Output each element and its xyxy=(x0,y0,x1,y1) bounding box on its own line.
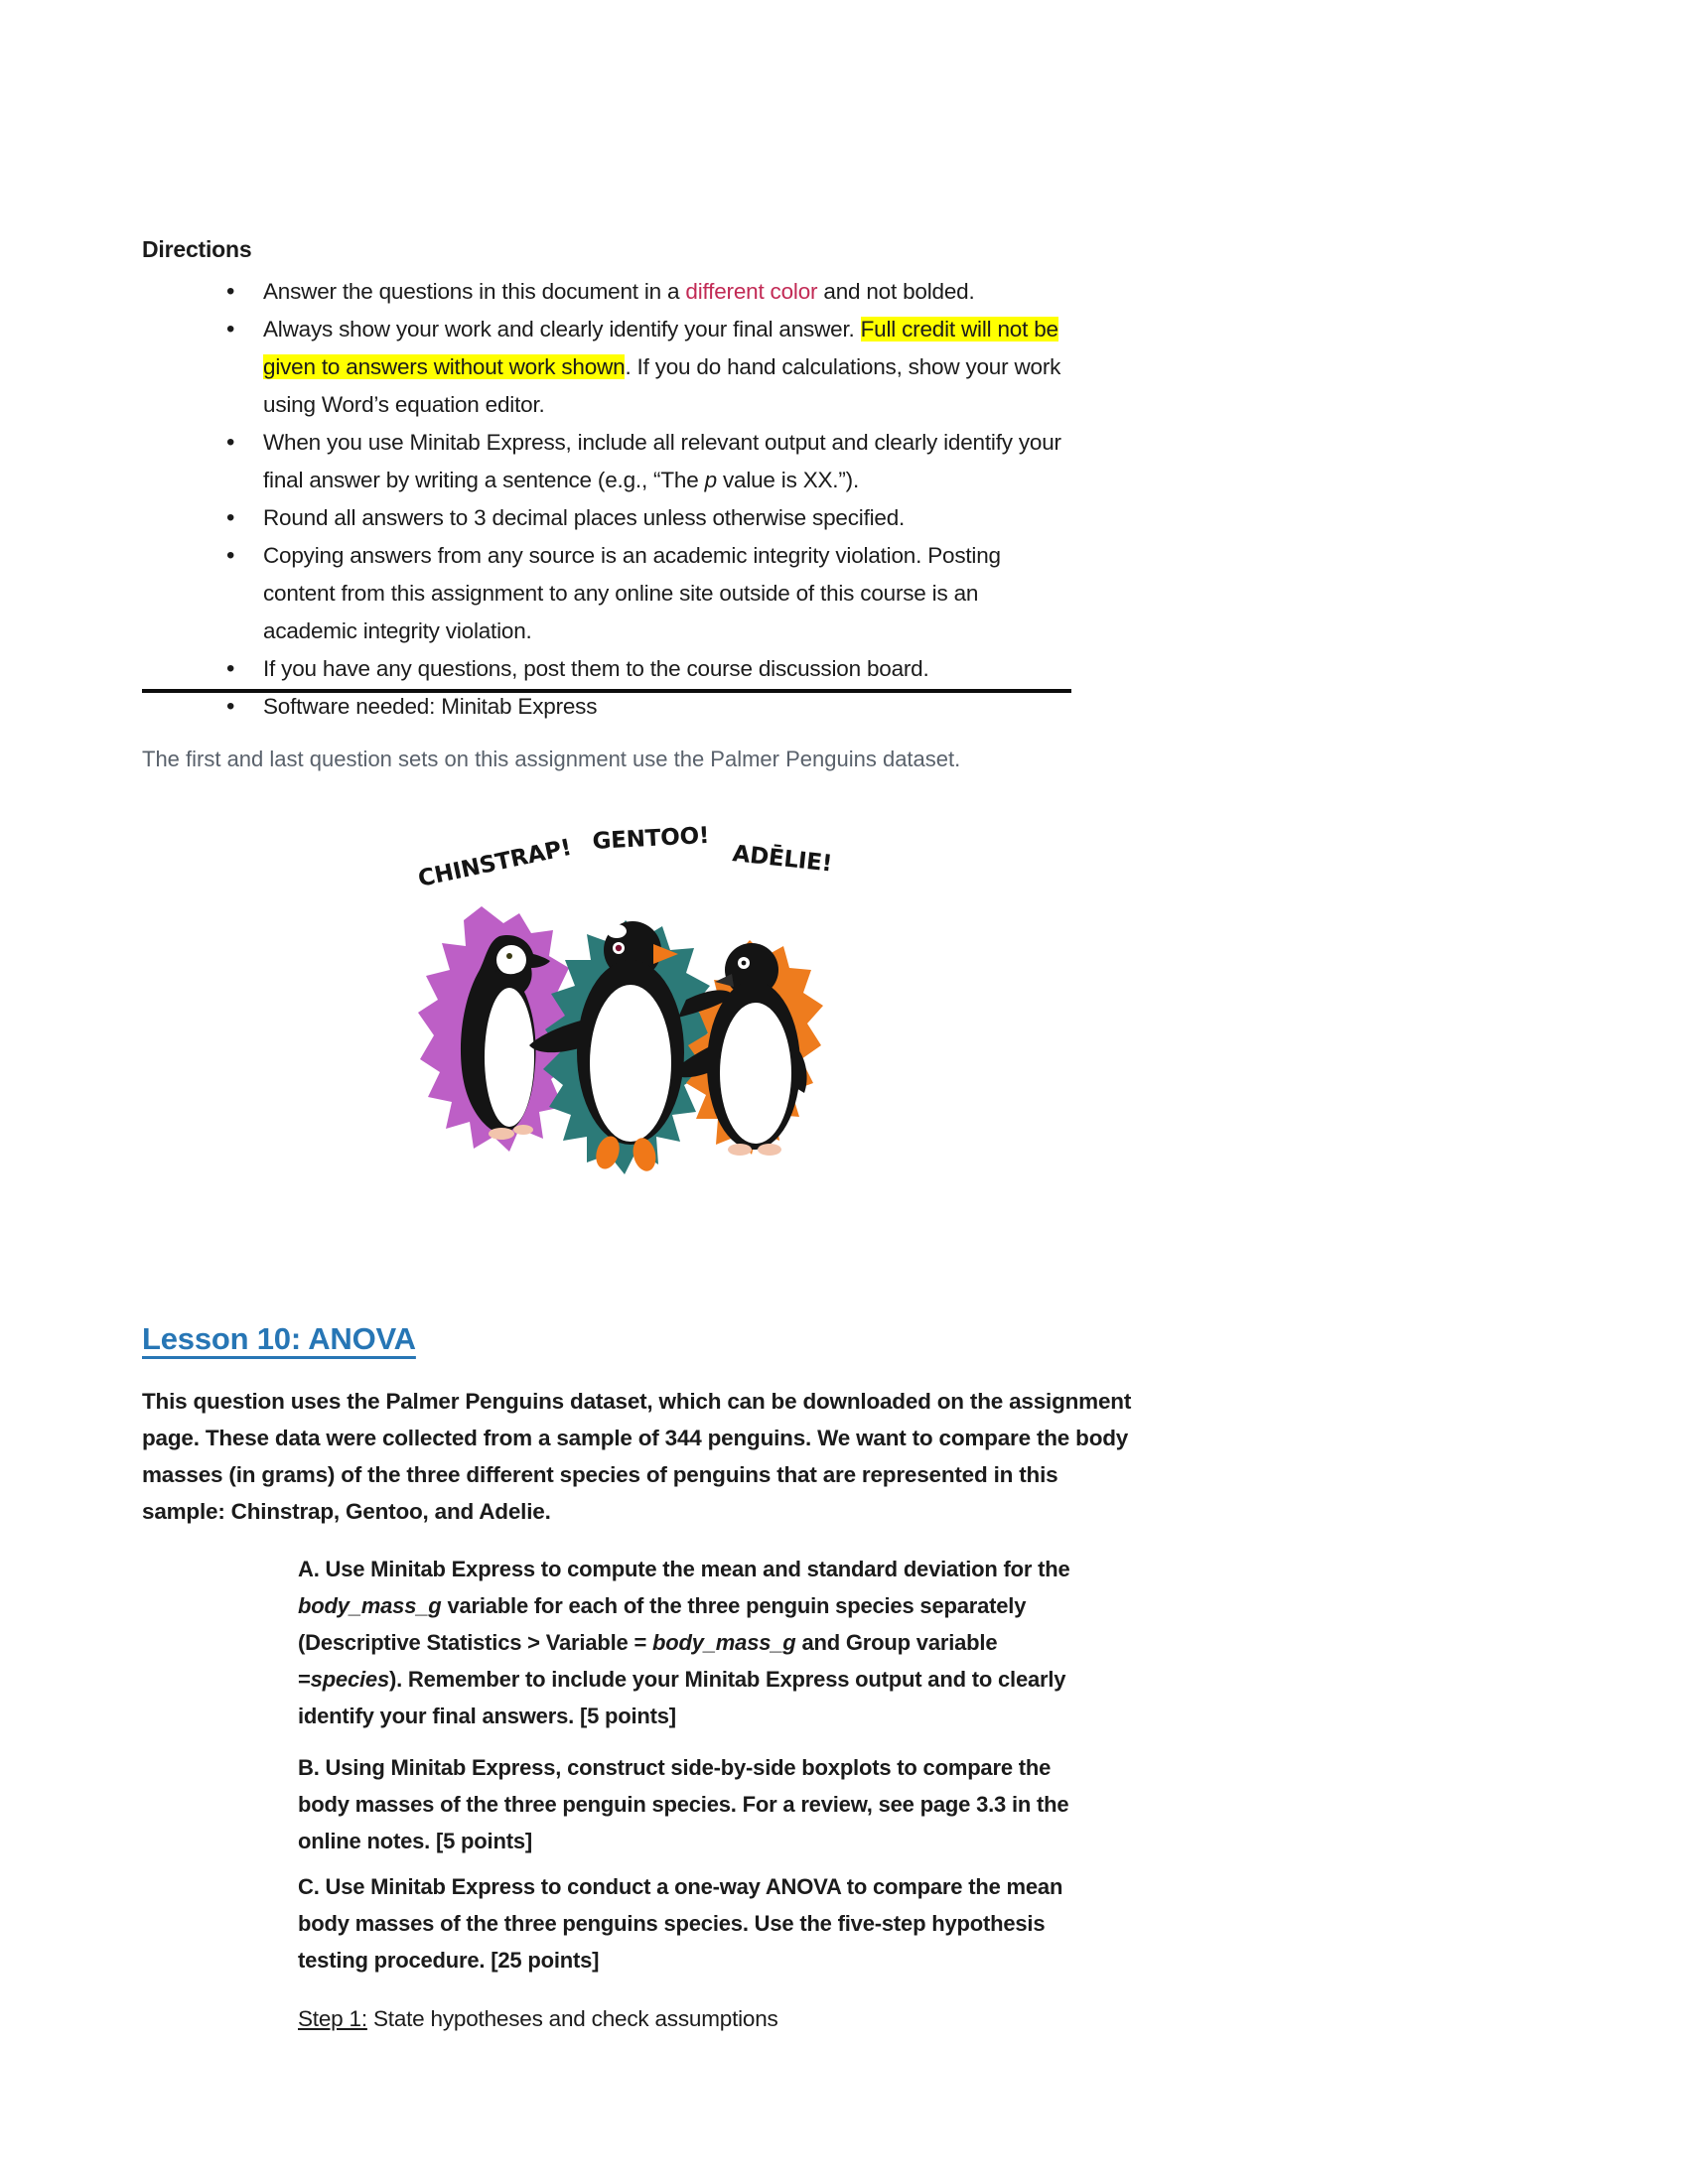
qa-species: species xyxy=(310,1667,389,1692)
bullet3-post: value is XX.”). xyxy=(716,468,860,492)
bullet2-highlighted-text: Full credit will not be given to answers without work shown xyxy=(263,317,1058,379)
palmer-penguins-illustration xyxy=(382,809,869,1221)
horizontal-divider xyxy=(142,689,1071,693)
qa-body-mass-g-2: body_mass_g xyxy=(652,1630,796,1655)
step1-label: Step 1: xyxy=(298,2005,367,2031)
question-c: C. Use Minitab Express to conduct a one-way ANOVA to compare the mean body masses of the three penguins species. Use the five-step hypothesis testing procedure. [25 points] xyxy=(298,1874,1063,1973)
qa-p2: variable for each of the three penguin species separately (Descriptive Statistics > Variable = xyxy=(298,1593,1027,1655)
dataset-note: The first and last question sets on this assignment use the Palmer Penguins dataset. xyxy=(142,747,961,771)
list-item xyxy=(142,311,1075,424)
qa-p4: ). Remember to include your Minitab Express output and to clearly identify your final answers. [5 points] xyxy=(298,1667,1066,1728)
bullet3-italic-p: p xyxy=(704,468,717,492)
qa-p1: A. Use Minitab Express to compute the mean and standard deviation for the xyxy=(298,1557,1070,1581)
list-item: • Software needed: Minitab Express xyxy=(142,688,1075,726)
list-item: • Round all answers to 3 decimal places unless otherwise specified. xyxy=(142,499,1075,537)
question-a xyxy=(298,1551,1092,1734)
bullet3-pre: When you use Minitab Express, include all relevant output and clearly identify your final answer by writing a sentence (e.g., “The xyxy=(263,430,1061,492)
bullet1-post: and not bolded. xyxy=(817,279,975,304)
directions-section xyxy=(142,236,1075,726)
bullet1-pre: Answer the questions in this document in a xyxy=(263,279,686,304)
list-item: • If you have any questions, post them to the course discussion board. xyxy=(142,650,1075,688)
qa-p3: and Group variable = xyxy=(298,1630,998,1692)
lesson-intro-paragraph: This question uses the Palmer Penguins dataset, which can be downloaded on the assignment page. These data were collected from a sample of 344 penguins. We want to compare the body masses (in grams) of the three different species of penguins that are represented in this sample: Chinstrap, Gentoo, and Adelie. xyxy=(142,1388,1132,1524)
bullet2-pre: Always show your work and clearly identify your final answer. xyxy=(263,317,861,341)
gentoo-label: GENTOO! xyxy=(591,822,710,855)
step1-line xyxy=(298,2001,778,2037)
chinstrap-label: CHINSTRAP! xyxy=(415,834,574,892)
directions-list xyxy=(142,273,1075,726)
list-item: • Copying answers from any source is an academic integrity violation. Posting content from this assignment to any online site outside of this course is an academic integrity violation. xyxy=(142,537,1075,650)
list-item xyxy=(142,424,1075,499)
directions-heading: Directions xyxy=(142,236,252,262)
question-b: B. Using Minitab Express, construct side-by-side boxplots to compare the body masses of the three penguin species. For a review, see page 3.3 in the online notes. [5 points] xyxy=(298,1755,1069,1853)
step1-text: State hypotheses and check assumptions xyxy=(366,2005,778,2031)
list-item xyxy=(142,273,1075,311)
bullet2-post: . If you do hand calculations, show your work using Word’s equation editor. xyxy=(263,354,1061,417)
qa-body-mass-g-1: body_mass_g xyxy=(298,1593,442,1618)
bullet1-red-text: different color xyxy=(685,279,818,304)
lesson-heading: Lesson 10: ANOVA xyxy=(142,1320,416,1356)
adelie-label: ADĒLIE! xyxy=(731,841,834,878)
